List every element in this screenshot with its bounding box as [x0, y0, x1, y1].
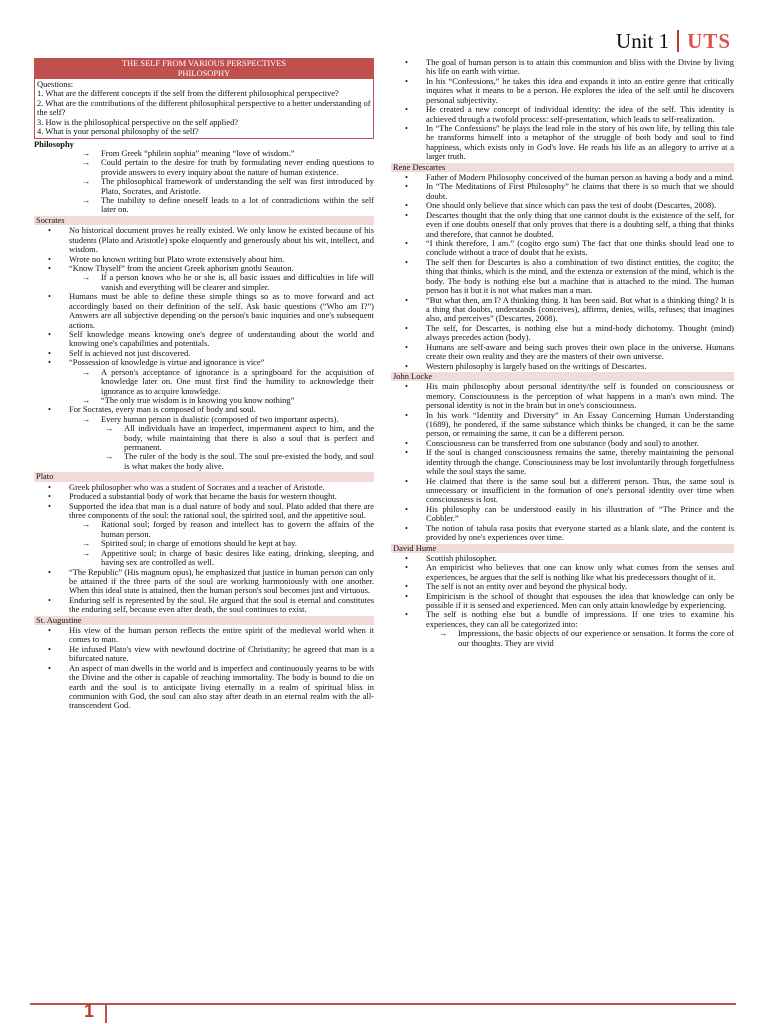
question-item: 2. What are the contributions of the different philosophical perspective to a better understanding of the self?: [37, 97, 371, 118]
list-item: • Supported the idea that man is a dual nature of body and soul. Plato added that there are three components of the soul: the rational soul, the spirited soul, and the appetitive soul.: [34, 502, 374, 521]
list-item: • An empiricist who believes that one can know only what comes from the senses and experiences, he argues that the self is nothing like what his predecessors thought of it.: [391, 563, 734, 582]
section-heading-locke: John Locke: [391, 372, 734, 381]
list-item: • The self is nothing else but a bundle of impressions. If one tries to examine his experiences, they can all be categorized into:: [391, 610, 734, 629]
list-item: • Self is achieved not just discovered.: [34, 349, 374, 358]
footer-divider: [105, 1003, 107, 1023]
questions-label: Questions:: [37, 79, 74, 89]
list-item: • “The Republic” (His magnum opus), he emphasized that justice in human person can only be attained if the three parts of the soul are working harmoniously with one another. When this ideal state is attained, then the human person's soul becomes just and virtuous.: [34, 568, 374, 596]
question-item: 4. What is your personal philosophy of the self?: [37, 126, 199, 137]
list-item: • “But what then, am I? A thinking thing. It has been said. But what is a thinking thing? It is a thing that doubts, understands (conceives), affirms, denies, wills, refuses; that imagines also, and perceives” (Descartes, 2008).: [391, 296, 734, 324]
list-item: • In his work “Identity and Diversity” in An Essay Concerning Human Understanding (1689), he pondered, if the same substance which thinks be changed, it can be the same person, or remaining the same, it can be a different person.: [391, 411, 734, 439]
list-item: • Wrote no known writing but Plato wrote extensively about him.: [34, 255, 374, 264]
list-item: → Rational soul; forged by reason and intellect has to govern the affairs of the human person.: [34, 520, 374, 539]
list-item: • Consciousness can be transferred from one substance (body and soul) to another.: [391, 439, 734, 448]
list-item: → A person's acceptance of ignorance is a springboard for the acquisition of knowledge later on. One must first find the humility to acknowledge their ignorance as to acquire knowledge.: [34, 368, 374, 396]
unit-label: Unit 1: [616, 30, 679, 52]
list-item: → The ruler of the body is the soul. The soul pre-existed the body, and soul is what makes the body alive.: [34, 452, 374, 471]
list-item: • “I think therefore, I am.” (cogito ergo sum) The fact that one thinks should lead one to conclude without a trace of doubt that he exists.: [391, 239, 734, 258]
doc-subtitle: PHILOSOPHY: [177, 68, 231, 78]
list-item: • Descartes thought that the only thing that one cannot doubt is the existence of the self, for even if one doubts oneself that only proves that there is a doubting self, a thing that thinks and therefore, that cannot be doubted.: [391, 211, 734, 239]
list-item: → Spirited soul; in charge of emotions should be kept at bay.: [34, 539, 374, 548]
doc-title: THE SELF FROM VARIOUS PERSPECTIVES: [121, 58, 287, 68]
list-item: • Produced a substantial body of work that became the basis for western thought.: [34, 492, 374, 501]
list-item: → “The only true wisdom is in knowing you know nothing”: [34, 396, 374, 405]
list-item: • Greek philosopher who was a student of Socrates and a teacher of Aristotle.: [34, 483, 374, 492]
list-item: • The goal of human person is to attain this communion and bliss with the Divine by living his life on earth with virtue.: [391, 58, 734, 77]
question-item: 3. How is the philosophical perspective on the self applied?: [37, 116, 239, 127]
section-heading-plato: Plato: [34, 472, 374, 481]
list-item: • Father of Modern Philosophy conceived of the human person as having a body and a mind.: [391, 173, 734, 182]
list-item: • Empiricism is the school of thought that espouses the idea that knowledge can only be possible if it is sensed and experienced. Men can only attain knowledge by experiencing.: [391, 592, 734, 611]
list-item: → The inability to define oneself leads to a lot of contradictions within the self later on.: [34, 196, 374, 215]
list-item: • The self, for Descartes, is nothing else but a mind-body dichotomy. Thought (mind) always precedes action (body).: [391, 324, 734, 343]
list-item: • No historical document proves he really existed. We only know he existed because of his students (Plato and Aristotle) spoke eloquently and generously about his wit, intellect, and wisdom.: [34, 226, 374, 254]
list-item: • Humans are self-aware and being such proves their own place in the universe. Humans create their own reality and they are the masters of their own universe.: [391, 343, 734, 362]
list-item: → Impressions, the basic objects of our experience or sensation. It forms the core of our thoughts. They are vivid: [391, 629, 734, 648]
section-heading-philosophy: Philosophy: [34, 138, 74, 149]
list-item: • He infused Plato's view with newfound doctrine of Christianity; he agreed that man is a bifurcated nature.: [34, 645, 374, 664]
list-item: • He created a new concept of individual identity: the idea of the self. This identity is achieved through a twofold process: self-presentation, which leads to self-realization.: [391, 105, 734, 124]
section-heading-socrates: Socrates: [34, 216, 374, 225]
list-item: • “Possession of knowledge is virtue and ignorance is vice”: [34, 358, 374, 367]
list-item: • Humans must be able to define these simple things so as to move forward and act accordingly based on their definition of the self. Ask basic questions (“Who am I?”) Answers are all subjective depending on the person's basic inquiries and one's subsequent actions.: [34, 292, 374, 330]
list-item: • His main philosophy about personal identity/the self is founded on consciousness or memory. Consciousness is the perception of what happens in a man's own mind. The personal identity is not in the brain but in one's consciousness.: [391, 382, 734, 410]
list-item: • In his “Confessions,” he takes this idea and expands it into an entire genre that critically inquires what it means to be a person. He explores the idea of the self until he discovers personal subjectivity.: [391, 77, 734, 105]
list-item: → The philosophical framework of understanding the self was first introduced by Plato, Socrates, and Aristotle.: [34, 177, 374, 196]
list-item: → All individuals have an imperfect, impermanent aspect to him, and the body, while maintaining that there is also a soul that is perfect and permanent.: [34, 424, 374, 452]
list-item: → From Greek “philein sophia” meaning “love of wisdom.”: [34, 149, 374, 158]
page-header: [616, 27, 731, 55]
left-column: [34, 58, 374, 711]
list-item: • His philosophy can be understood easily in his illustration of “The Prince and the Cobbler.”: [391, 505, 734, 524]
title-bar: [34, 58, 374, 78]
list-item: • One should only believe that since which can pass the test of doubt (Descartes, 2008).: [391, 201, 734, 210]
right-column: [391, 58, 734, 648]
section-heading-augustine: St. Augustine: [34, 616, 374, 625]
section-heading-hume: David Hume: [391, 544, 734, 553]
list-item: → If a person knows who he or she is, all basic issues and difficulties in life will vanish and everything will be clearer and simpler.: [34, 273, 374, 292]
list-item: • The self is not an entity over and beyond the physical body.: [391, 582, 734, 591]
list-item: • For Socrates, every man is composed of body and soul.: [34, 405, 374, 414]
question-item: 1. What are the different concepts if the self from the different philosophical perspective?: [37, 88, 339, 99]
list-item: • Western philosophy is largely based on the writings of Descartes.: [391, 362, 734, 371]
page-number: 1: [84, 1001, 95, 1021]
list-item: → Appetitive soul; in charge of basic desires like eating, drinking, sleeping, and having sex are controlled as well.: [34, 549, 374, 568]
list-item: • His view of the human person reflects the entire spirit of the medieval world when it comes to man.: [34, 626, 374, 645]
list-item: • In “The Confessions” he plays the lead role in the story of his own life, by telling this tale he transforms himself into a metaphor of the struggle of both body and soul to find happiness, which exists only in God's love. He reads his life as an allegory to arrive at a larger truth.: [391, 124, 734, 162]
list-item: • An aspect of man dwells in the world and is imperfect and continuously yearns to be with the Divine and the other is capable of reaching immortality. The body is bound to die on earth and the soul is to anticipate living eternally in a realm of spiritual bliss in communion with God, the soul can also stay after death in an eternal realm with the all-transcendent God.: [34, 664, 374, 711]
list-item: • Self knowledge means knowing one's degree of understanding about the world and knowing one's capabilities and potentials.: [34, 330, 374, 349]
list-item: • Enduring self is represented by the soul. He argued that the soul is eternal and constitutes the enduring self, because even after death, the soul continues to exist.: [34, 596, 374, 615]
course-tag: UTS: [687, 28, 731, 53]
list-item: • In “The Meditations of First Philosophy” he claims that there is so much that we should doubt.: [391, 182, 734, 201]
list-item: • Scottish philosopher.: [391, 554, 734, 563]
list-item: → Every human person is dualistic (composed of two important aspects).: [34, 415, 374, 424]
section-heading-descartes: Rene Descartes: [391, 163, 734, 172]
list-item: • He claimed that there is the same soul but a different person. Thus, the same soul is unnecessary or insufficient in the formation of one's personal identity over time when consciousness is lost.: [391, 477, 734, 505]
footer-rule: [30, 1003, 736, 1005]
questions-box: [34, 78, 374, 139]
list-item: → Could pertain to the desire for truth by formulating never ending questions to provide answers to every inquiry about the nature of human existence.: [34, 158, 374, 177]
list-item: • “Know Thyself” from the ancient Greek aphorism gnothi Seauton.: [34, 264, 374, 273]
list-item: • The self then for Descartes is also a combination of two distinct entities, the cogito; the thing that thinks, which is the mind, and the extenza or extension of the mind, which is the body. The body is nothing else but a machine that is attached to the mind. The human person has it but it is not what makes man a man.: [391, 258, 734, 296]
list-item: • If the soul is changed consciousness remains the same, thereby maintaining the personal identity through the change. Consciousness may be lost involuntarily through forgetfulness while the soul stays the same.: [391, 448, 734, 476]
list-item: • The notion of tabula rasa posits that everyone started as a blank slate, and the content is provided by one's experiences over time.: [391, 524, 734, 543]
